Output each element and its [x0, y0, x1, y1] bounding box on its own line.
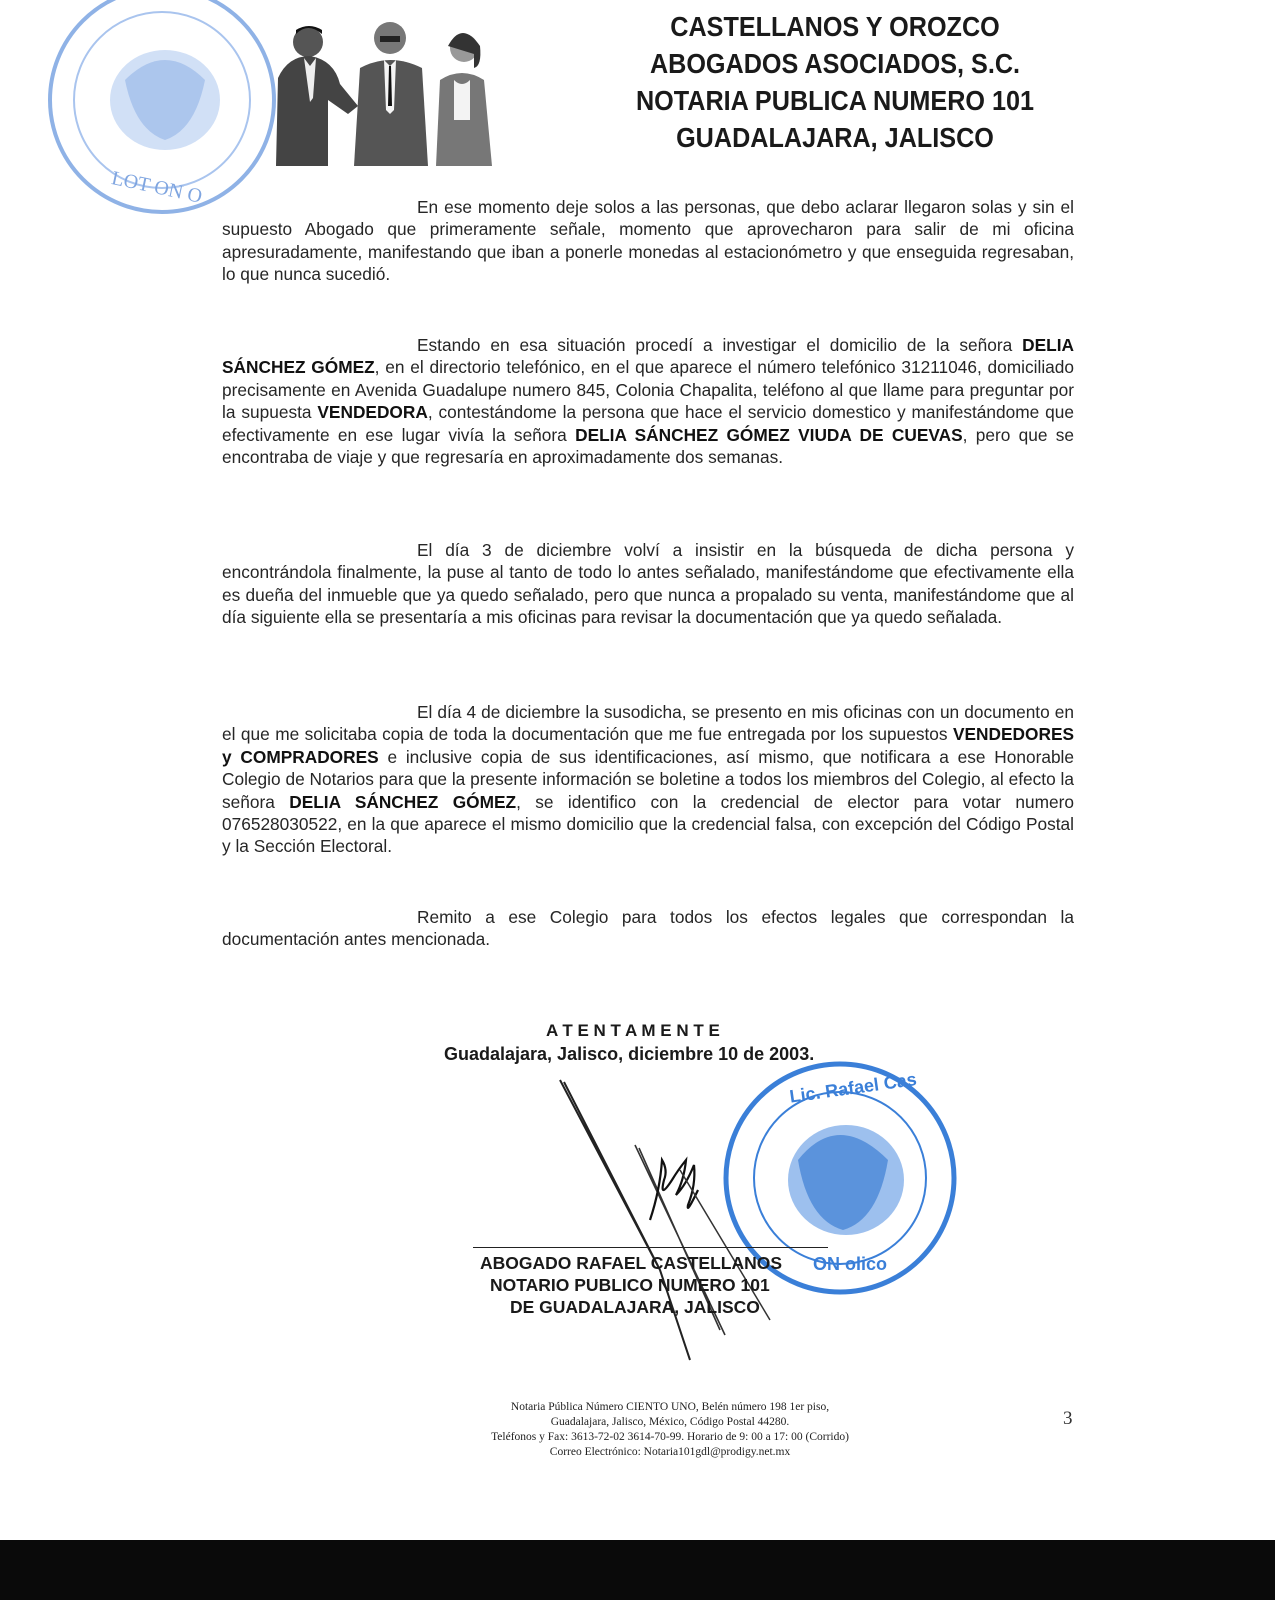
paragraph-text: Estando en esa situación procedí a investigar el domicilio de la señora	[417, 335, 1023, 355]
bold-term: VENDEDORA	[317, 402, 428, 423]
handwritten-signature	[540, 1070, 780, 1370]
bold-term: VENDEDORES y COMPRADORES	[222, 724, 1074, 767]
scan-border	[0, 1540, 1275, 1600]
paragraph-5	[222, 906, 1074, 951]
paragraph-1	[222, 196, 1074, 286]
closing-salutation: A T E N T A M E N T E	[546, 1021, 720, 1040]
footer-address	[440, 1400, 900, 1460]
svg-text:Lic. Rafael Cas: Lic. Rafael Cas	[788, 1069, 918, 1107]
svg-text:ON olico: ON olico	[813, 1254, 888, 1274]
footer-line: Notaria Pública Número CIENTO UNO, Belén número 198 1er piso,	[510, 1401, 830, 1413]
paragraph-4	[222, 701, 1074, 858]
paragraph-text: , contestándome la persona que hace el servicio domestico y manifestándome que efectivamente en ese lugar vivía la señora	[222, 402, 1074, 445]
bold-name: DELIA SÁNCHEZ GÓMEZ VIUDA DE CUEVAS	[575, 424, 963, 445]
letterhead-line: CASTELLANOS Y OROZCO	[670, 11, 1000, 42]
bold-name: DELIA SÁNCHEZ GÓMEZ	[222, 335, 1074, 378]
paragraph-text: El día 4 de diciembre la susodicha, se presento en mis oficinas con un documento en el que me solicitaba copia de toda la documentación que me fue entregada por los supuestos	[222, 702, 1074, 745]
business-people-clipart	[268, 18, 508, 166]
letterhead-line: ABOGADOS ASOCIADOS, S.C.	[649, 48, 1021, 79]
letterhead-line: GUADALAJARA, JALISCO	[676, 122, 994, 153]
notary-seal-top	[40, 0, 290, 220]
page-number: 3	[1063, 1408, 1073, 1429]
paragraph-2	[222, 334, 1074, 468]
paragraph-text: El día 3 de diciembre volví a insistir en la búsqueda de dicha persona y encontrándola finalmente, la puse al tanto de todo lo antes señalado, manifestándome que efectivamente ella es dueña del inmueble que ya quedo señalado, pero que nunca a propalado su venta, manifestándome que al día siguiente ella se presentaría a mis oficinas para revisar la documentación que ya quedo señalada.	[222, 540, 1074, 628]
place-date: Guadalajara, Jalisco, diciembre 10 de 2003.	[444, 1044, 815, 1064]
signer-name: ABOGADO RAFAEL CASTELLANOS	[480, 1253, 783, 1273]
paragraph-text: , se identifico con la credencial de elector para votar numero 076528030522, en la que aparece el mismo domicilio que la credencial falsa, con excepción del Código Postal y la Sección Electoral.	[222, 791, 1074, 857]
paragraph-text: , en el directorio telefónico, en el que aparece el número telefónico 31211046, domiciliado precisamente en Avenida Guadalupe numero 845, Colonia Chapalita, teléfono al que llame para preguntar por la supuesta	[222, 357, 1074, 423]
paragraph-text: e inclusive copia de sus identificaciones, así mismo, que notificara a ese Honorable Colegio de Notarios para que la presente información se boletine a todos los miembros del Colegio, al efecto la señora	[222, 746, 1075, 812]
footer-line: Guadalajara, Jalisco, México, Código Postal 44280.	[550, 1416, 790, 1428]
paragraph-text: , pero que se encontraba de viaje y que regresaría en aproximadamente dos semanas.	[222, 424, 1075, 468]
letterhead-title	[624, 8, 1047, 156]
letterhead-line: NOTARIA PUBLICA NUMERO 101	[635, 85, 1035, 116]
paragraph-text: En ese momento deje solos a las personas, que debo aclarar llegaron solas y sin el supuesto Abogado que primeramente señale, momento que aprovecharon para salir de mi oficina apresuradamente, manifestando que iban a ponerle monedas al estacionómetro y que enseguida regresaban, lo que nunca sucedió.	[222, 197, 1074, 285]
paragraph-3	[222, 539, 1074, 629]
footer-line: Correo Electrónico: Notaria101gdl@prodigy.net.mx	[549, 1446, 791, 1458]
paragraph-text: Remito a ese Colegio para todos los efectos legales que correspondan la documentación antes mencionada.	[222, 907, 1074, 950]
svg-text:LOT ON O: LOT ON O	[109, 167, 205, 208]
signer-title: NOTARIO PUBLICO NUMERO 101	[490, 1275, 770, 1295]
bold-name: DELIA SÁNCHEZ GÓMEZ	[289, 791, 517, 812]
signature-line	[473, 1247, 828, 1248]
footer-line: Teléfonos y Fax: 3613-72-02 3614-70-99. Horario de 9: 00 a 17: 00 (Corrido)	[491, 1431, 849, 1443]
signer-location: DE GUADALAJARA, JALISCO	[510, 1297, 760, 1317]
